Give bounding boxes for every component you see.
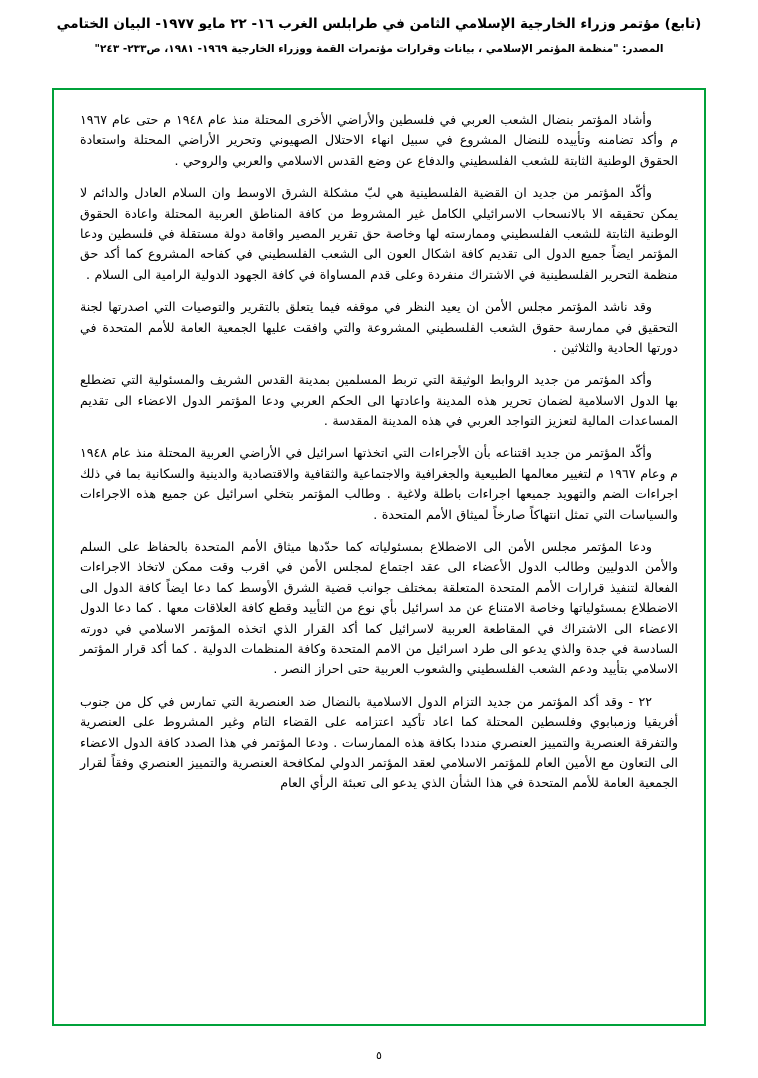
paragraph: وقد ناشد المؤتمر مجلس الأمن ان يعيد النظر في موقفه فيما يتعلق بالتقرير والتوصيات التي اصدرتها لجنة التحقيق في ممارسة حقوق الشعب الفلسطيني المشروعة والتي وافقت عليها الجمعية العامة للأمم المتحدة في دورتها الحادية والثلاثين . [80, 299, 678, 355]
paragraph: ٢٢ - وقد أكد المؤتمر من جديد التزام الدول الاسلامية بالنضال ضد العنصرية التي تمارس في كل من جنوب أفريقيا وزمبابوي وفلسطين المحتلة كما اعاد تأكيد اعتزامه على القضاء التام وغير المشروط على العنصرية والتفرقة العنصرية والتمييز العنصري منددا بكافة هذه الممارسات . ودعا المؤتمر في هذا الصدد كافة الدول الاعضاء الى التعاون مع الأمين العام للمؤتمر الاسلامي لعقد المؤتمر الدولي لمكافحة العنصرية والتمييز العنصري وفقاً لقرار الجمعية العامة للأمم المتحدة في هذا الشأن الذي يدعو الى تعبئة الرأي العام [80, 693, 678, 791]
paragraph: وأشاد المؤتمر بنضال الشعب العربي في فلسطين والأراضي الأخرى المحتلة منذ عام ١٩٤٨ م حتى عام ١٩٦٧ م وأكد تضامنه وتأييده للنضال المشروع في سبيل انهاء الاحتلال الصهيوني وتحرير الأراضي المحتلة واستعادة الحقوق الوطنية الثابتة للشعب الفلسطيني والدفاع عن وضع القدس الاسلامي والعربي والروحي . [80, 112, 678, 168]
page-number: ٥ [376, 1049, 382, 1062]
document-source: المصدر: "منظمة المؤتمر الإسلامي ، بيانات وقرارات مؤتمرات القمة ووزراء الخارجية ١٩٦٩- ١٩٨١، ص٢٣٣- ٢٤٣" [94, 43, 664, 56]
paragraph: وأكّد المؤتمر من جديد اقتناعه بأن الأجراءات التي اتخذتها اسرائيل في الأراضي العربية المحتلة منذ عام ١٩٤٨ م وعام ١٩٦٧ م لتغيير معالمها الطبيعية والجغرافية والاجتماعية والثقافية والاقتصادية والدينية والسكانية بما في ذلك اجراءات الضم والتهويد جميعها اجراءات باطلة ولاغية . وطالب المؤتمر بتخلي اسرائيل عن جميع هذه الاجراءات والسياسات التي تمثل انتهاكاً صارخاً لميثاق الأمم المتحدة . [80, 445, 678, 522]
document-header [0, 0, 758, 58]
paragraph: وأكّد المؤتمر من جديد ان القضية الفلسطينية هي لبّ مشكلة الشرق الاوسط وان السلام العادل والدائم لا يمكن تحقيقه الا بالانسحاب الاسرائيلي الكامل غير المشروط من كافة المناطق العربية المحتلة واعادة الحقوق الوطنية الثابتة للشعب الفلسطيني وممارسته لها وخاصة حق تقرير المصير واقامة دولة مستقلة في فلسطين ودعا المؤتمر ايضاً جميع الدول الى تقديم كافة اشكال العون الى الشعب الفلسطيني في كفاحه المشروع كما أكد حق منظمة التحرير الفلسطينية في الاشتراك منفردة وعلى قدم المساواة في كافة الجهود الدولية الرامية الى السلام . [80, 185, 678, 282]
paragraph: ودعا المؤتمر مجلس الأمن الى الاضطلاع بمسئولياته كما حدّدها ميثاق الأمم المتحدة بالحفاظ على السلم والأمن الدوليين وطالب الدول الأعضاء الى عقد اجتماع لمجلس الأمن في اقرب وقت ممكن لاتخاذ الاجراءات الفعالة لتنفيذ قرارات الأمم المتحدة المتعلقة بمختلف جوانب قضية الشرق الأوسط كما دعا ايضاً كافة الدول الى الاضطلاع بمسئولياتها وخاصة الامتناع عن مد اسرائيل بأي نوع من التأييد وقطع كافة العلاقات معها . كما دعا الدول الاعضاء الى الاشتراك في المقاطعة العربية لاسرائيل كما أكد القرار الذي اتخذه المؤتمر الاسلامي في دورته السادسة في جدة والذي يدعو الى طرد اسرائيل من الامم المتحدة وكافة المنظمات الدولية . كما أكد قرار المؤتمر الاسلامي بتأييد ودعم الشعب الفلسطيني والشعوب العربية حتى احراز النصر . [80, 539, 678, 677]
paragraph: وأكد المؤتمر من جديد الروابط الوثيقة التي تربط المسلمين بمدينة القدس الشريف والمسئولية التي تضطلع بها الدول الاسلامية لضمان تحرير هذه المدينة واعادتها الى الحكم العربي ودعا المؤتمر الدول الاعضاء الى تقديم المساعدات المالية لتعزيز التواجد العربي في هذه المدينة المقدسة . [80, 372, 678, 429]
page-title: (تابع) مؤتمر وزراء الخارجية الإسلامي الثامن في طرابلس الغرب ١٦- ٢٢ مايو ١٩٧٧- البيان الختامي [56, 16, 702, 32]
content-frame [52, 88, 706, 1026]
document-body [54, 90, 704, 1024]
